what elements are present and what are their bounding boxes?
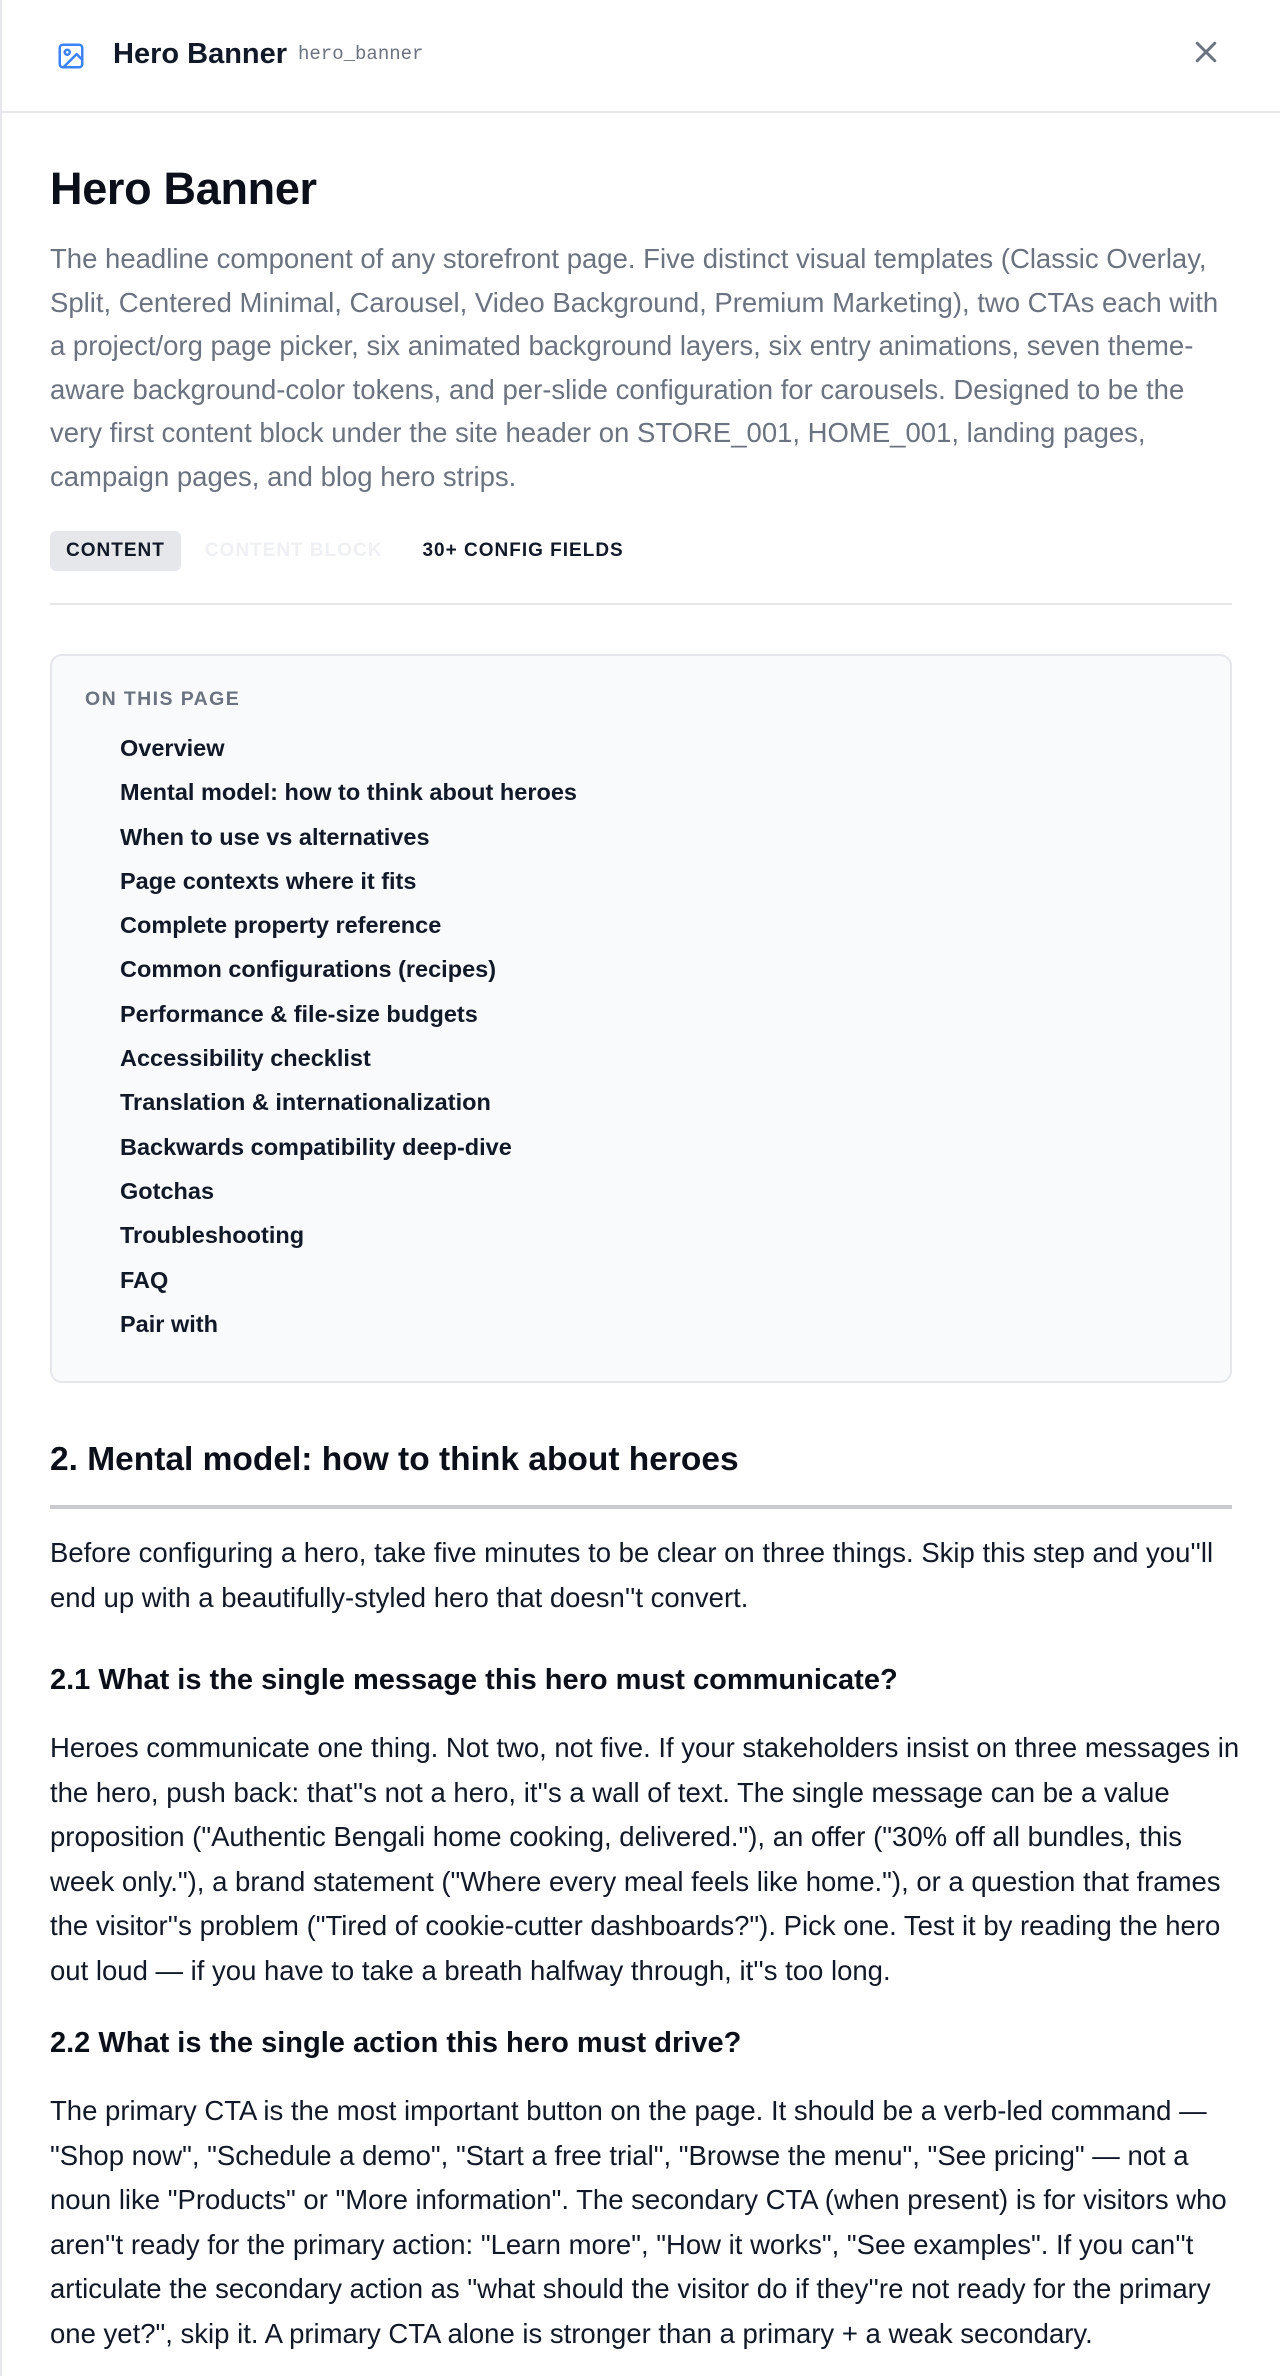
toc-item-gotchas[interactable]: Gotchas bbox=[120, 1177, 215, 1204]
toc-item-when-to-use[interactable]: When to use vs alternatives bbox=[120, 823, 430, 850]
image-icon bbox=[56, 41, 86, 71]
table-of-contents bbox=[50, 654, 1232, 1383]
panel-title: Hero Banner bbox=[113, 38, 288, 70]
subsection-body-action: The primary CTA is the most important button on the page. It should be a verb-led command — "Shop now", "Schedule a demo", "Start a free trial", "Browse the menu", "See pricing" — not a noun like "Products" or "More information". The secondary CTA (when present) is for visitors who aren''t ready for the primary action: "Learn more", "How it works", "See examples". If you can''t articulate the secondary action as "what should the visitor do if they''re not ready for the primary one yet?", skip it. A primary CTA alone is stronger than a primary + a weak secondary. bbox=[50, 2095, 1227, 2349]
page-title: Hero Banner bbox=[50, 163, 317, 214]
section-divider bbox=[50, 1505, 1232, 1509]
toc-item-backwards-compat[interactable]: Backwards compatibility deep-dive bbox=[120, 1133, 512, 1160]
section-title: 2. Mental model: how to think about heroes bbox=[50, 1441, 739, 1478]
tag-content: CONTENT bbox=[50, 531, 181, 571]
toc-item-troubleshooting[interactable]: Troubleshooting bbox=[120, 1222, 305, 1249]
tag-content-block: CONTENT BLOCK bbox=[204, 540, 383, 561]
left-edge-border bbox=[0, 0, 2, 2376]
toc-item-performance[interactable]: Performance & file-size budgets bbox=[120, 1000, 478, 1027]
subsection-title-message: 2.1 What is the single message this hero must communicate? bbox=[50, 1664, 898, 1696]
close-icon bbox=[1191, 37, 1221, 72]
page-description: The headline component of any storefront page. Five distinct visual templates (Classic Overlay, Split, Centered Minimal, Carousel, Video Background, Premium Marketing), two CTAs each with a project/org page picker, six animated background layers, six entry animations, seven theme-aware background-color tokens, and per-slide configuration for carousels. Designed to be the very first content block under the site header on STORE_001, HOME_001, landing pages, campaign pages, and blog hero strips. bbox=[50, 243, 1219, 492]
toc-item-page-contexts[interactable]: Page contexts where it fits bbox=[120, 867, 417, 894]
toc-item-recipes[interactable]: Common configurations (recipes) bbox=[120, 956, 497, 983]
subsection-body-message: Heroes communicate one thing. Not two, not five. If your stakeholders insist on three messages in the hero, push back: that''s not a hero, it''s a wall of text. The single message can be a value proposition ("Authentic Bengali home cooking, delivered."), an offer ("30% off all bundles, this week only."), a brand statement ("Where every meal feels like home."), or a question that frames the visitor''s problem ("Tired of cookie-cutter dashboards?"). Pick one. Test it by reading the hero out loud — if you have to take a breath halfway through, it''s too long. bbox=[50, 1732, 1240, 1986]
header-divider bbox=[50, 603, 1232, 605]
panel-header bbox=[2, 0, 1280, 113]
toc-item-faq[interactable]: FAQ bbox=[120, 1266, 169, 1293]
toc-item-property-reference[interactable]: Complete property reference bbox=[120, 912, 442, 939]
tag-list bbox=[50, 531, 640, 571]
close-button[interactable] bbox=[1188, 36, 1224, 72]
toc-item-pair-with[interactable]: Pair with bbox=[120, 1310, 218, 1337]
component-slug: hero_banner bbox=[298, 43, 424, 65]
toc-item-overview[interactable]: Overview bbox=[120, 735, 225, 761]
toc-item-accessibility[interactable]: Accessibility checklist bbox=[120, 1045, 371, 1072]
tag-config-fields: 30+ CONFIG FIELDS bbox=[422, 540, 624, 561]
toc-item-translation[interactable]: Translation & internationalization bbox=[120, 1089, 491, 1116]
subsection-title-action: 2.2 What is the single action this hero must drive? bbox=[50, 2027, 742, 2059]
section-intro: Before configuring a hero, take five minutes to be clear on three things. Skip this step and you''ll end up with a beautifully-styled hero that doesn''t convert. bbox=[50, 1537, 1214, 1613]
toc-item-mental-model[interactable]: Mental model: how to think about heroes bbox=[120, 779, 577, 806]
toc-list bbox=[120, 734, 577, 1354]
toc-heading: ON THIS PAGE bbox=[85, 688, 241, 710]
